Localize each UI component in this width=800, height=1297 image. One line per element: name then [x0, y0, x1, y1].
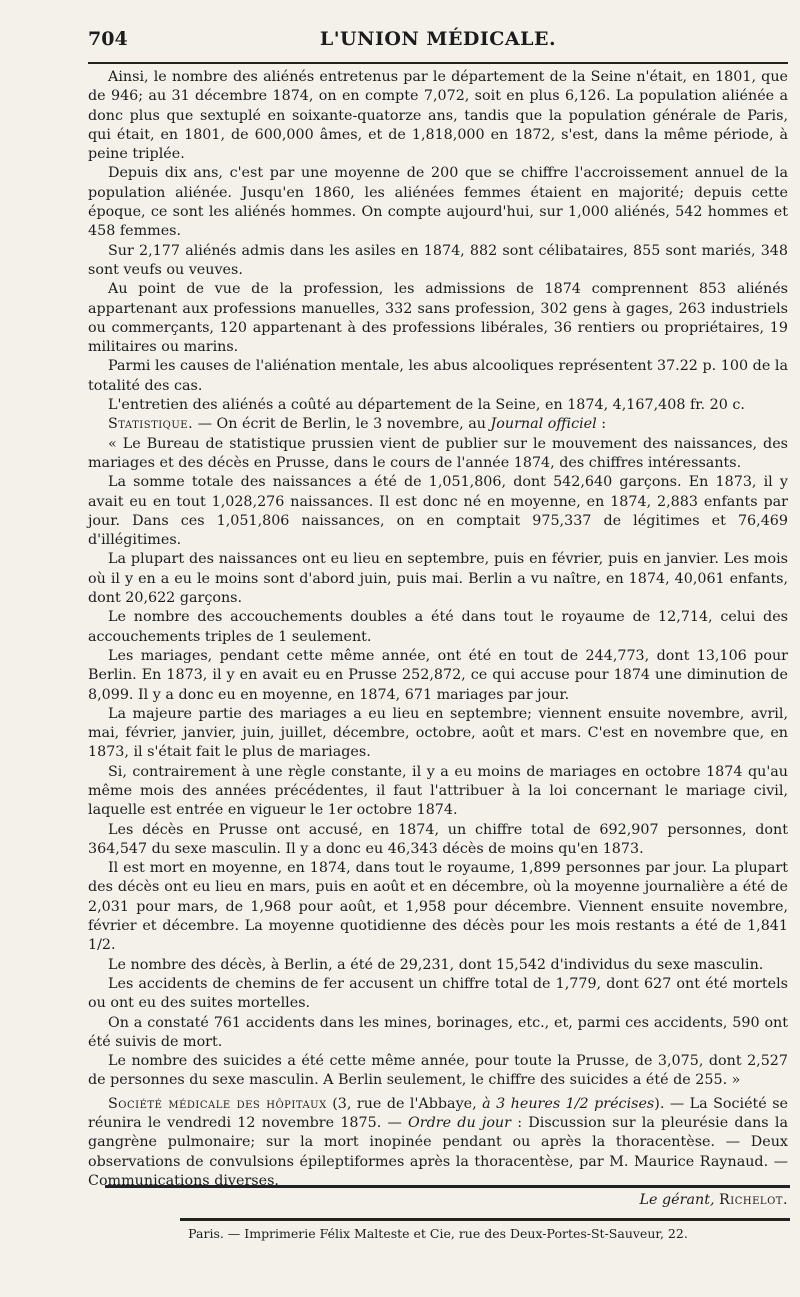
footer-rule-bottom — [180, 1218, 790, 1221]
paragraph: L'entretien des aliénés a coûté au département de la Seine, en 1874, 4,167,408 fr. 20 c. — [108, 397, 745, 414]
page-number: 704 — [88, 28, 128, 50]
societe-close: ). — La Société se réunira le vendredi 12 novembre 1875. — — [88, 1095, 789, 1132]
societe-rest: : Discussion sur la pleurésie dans la gangrène pulmonaire; sur la mort inopinée pendant ou après la thoracentèse. — Deux observations de convulsions épileptiformes après la thoracentèse, par M. Maurice Raynaud. — Communications diverses. — [88, 1115, 788, 1189]
paragraph: Depuis dix ans, c'est par une moyenne de 200 que se chiffre l'accroissement annuel de la population aliénée. Jusqu'en 1860, les aliénées femmes étaient en majorité; depuis cette époque, ce sont les aliénés hommes. On compte aujourd'hui, sur 1,000 aliénés, 542 hommes et 458 femmes. — [88, 165, 788, 240]
journal-officiel: Journal officiel — [490, 416, 597, 433]
quote-paragraph: Si, contrairement à une règle constante, il y a eu moins de mariages en octobre 1874 qu'au même mois des années précédentes, il faut l'attribuer à la loi concernant le mariage civil, laquelle est entrée en vigueur le 1er octobre 1874. — [88, 763, 788, 819]
quote-paragraph: Le nombre des décès, à Berlin, a été de 29,231, dont 15,542 d'individus du sexe masculin. — [108, 956, 764, 973]
quote-paragraph: Le nombre des accouchements doubles a été dans tout le royaume de 12,714, celui des accouchements triples de 1 seulement. — [88, 609, 788, 645]
header-rule — [88, 62, 788, 64]
societe-time: à 3 heures 1/2 précises — [482, 1095, 655, 1112]
journal-title: L'UNION MÉDICALE. — [319, 28, 557, 50]
signature — [88, 1192, 788, 1208]
quote-paragraph: La somme totale des naissances a été de 1,051,806, dont 542,640 garçons. En 1873, il y avait eu en tout 1,028,276 naissances. Il est donc né en moyenne, en 1874, 2,883 enfants par jour. Dans ces 1,051,806 naissances, on en comptait 975,337 de légitimes et 76,469 d'illégitimes. — [88, 474, 788, 549]
societe-label: Société médicale des hôpitaux — [108, 1095, 327, 1112]
quote-paragraph: La plupart des naissances ont eu lieu en septembre, puis en février, puis en janvier. Les mois où il y en a eu le moins sont d'abord juin, puis mai. Berlin a vu naître, en 1874, 40,061 enfants, dont 20,622 garçons. — [88, 551, 788, 607]
paragraph: Au point de vue de la profession, les admissions de 1874 comprennent 853 aliénés appartenant aux professions manuelles, 332 sans profession, 302 gens à gages, 263 industriels ou commerçants, 120 appartenant à des professions libérales, 36 rentiers ou propriétaires, 19 militaires ou marins. — [88, 281, 788, 356]
quote-paragraph: La majeure partie des mariages a eu lieu en septembre; viennent ensuite novembre, avril, mai, février, janvier, juin, juillet, décembre, octobre, août et mars. C'est en novembre que, en 1873, il s'était fait le plus de mariages. — [88, 705, 788, 761]
societe-address: (3, rue de l'Abbaye, — [326, 1095, 483, 1112]
statistique-heading — [88, 415, 788, 434]
footer-rule-top — [105, 1185, 790, 1188]
paragraph: Ainsi, le nombre des aliénés entretenus par le département de la Seine n'était, en 1801, que de 946; au 31 décembre 1874, on en compte 7,072, soit en plus 6,126. La population aliénée a donc plus que sextuplé en soixante-quatorze ans, tandis que la population générale de Paris, qui était, en 1801, de 600,000 âmes, et de 1,818,000 en 1872, s'est, dans la même période, à peine triplée. — [88, 69, 788, 163]
quote-paragraph: On a constaté 761 accidents dans les mines, borinages, etc., et, parmi ces accidents, 590 ont été suivis de mort. — [88, 1014, 788, 1050]
statistique-label: Statistique. — [108, 416, 194, 433]
imprint-line: Paris. — Imprimerie Félix Malteste et Cie, rue des Deux-Portes-St-Sauveur, 22. — [188, 1226, 688, 1241]
paragraph: Parmi les causes de l'aliénation mentale, les abus alcooliques représentent 37.22 p. 100 de la totalité des cas. — [88, 358, 788, 394]
quote-paragraph: Les décès en Prusse ont accusé, en 1874, un chiffre total de 692,907 personnes, dont 364,547 du sexe masculin. Il y a donc eu 46,343 décès de moins qu'en 1873. — [88, 821, 788, 857]
ordre-du-jour: Ordre du jour — [408, 1115, 511, 1132]
paragraph: Sur 2,177 aliénés admis dans les asiles en 1874, 882 sont célibataires, 855 sont mariés, 348 sont veufs ou veuves. — [88, 242, 788, 278]
page-header — [88, 28, 788, 58]
statistique-colon: : — [596, 416, 607, 433]
statistique-intro: — On écrit de Berlin, le 3 novembre, au — [193, 416, 491, 433]
societe-notice — [88, 1095, 788, 1191]
signature-role: Le gérant, — [639, 1192, 715, 1208]
quote-paragraph: Les mariages, pendant cette même année, ont été en tout de 244,773, dont 13,106 pour Berlin. En 1873, il y en avait eu en Prusse 252,872, ce qui accuse pour 1874 une diminution de 8,099. Il y a donc eu en moyenne, en 1874, 671 mariages par jour. — [88, 647, 788, 703]
quote-paragraph: « Le Bureau de statistique prussien vient de publier sur le mouvement des naissances, des mariages et des décès en Prusse, dans le cours de l'année 1874, des chiffres intéressants. — [88, 435, 788, 471]
quote-paragraph: Le nombre des suicides a été cette même année, pour toute la Prusse, de 3,075, dont 2,527 de personnes du sexe masculin. A Berlin seulement, le chiffre des suicides a été de 255. » — [88, 1053, 788, 1089]
article-body — [88, 68, 788, 1191]
quote-paragraph: Il est mort en moyenne, en 1874, dans tout le royaume, 1,899 personnes par jour. La plupart des décès ont eu lieu en mars, puis en août et en décembre, où la moyenne journalière a été de 2,031 pour mars, de 1,968 pour août, et 1,958 pour décembre. Viennent ensuite novembre, février et décembre. La moyenne quotidienne des décès pour les mois restants a été de 1,841 1/2. — [88, 860, 788, 954]
quote-paragraph: Les accidents de chemins de fer accusent un chiffre total de 1,779, dont 627 ont été mortels ou ont eu des suites mortelles. — [88, 975, 788, 1012]
signature-name: Richelot. — [719, 1192, 788, 1208]
